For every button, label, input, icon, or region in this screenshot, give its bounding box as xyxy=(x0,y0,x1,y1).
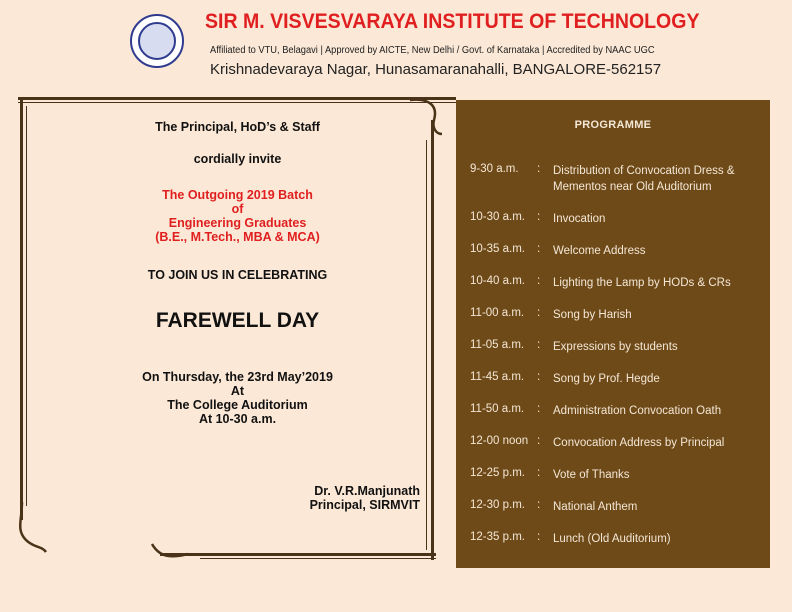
programme-time: 9-30 a.m. xyxy=(470,163,519,175)
invite-date-block xyxy=(100,370,375,426)
programme-time: 10-35 a.m. xyxy=(470,243,525,255)
signatory-name: Dr. V.R.Manjunath xyxy=(314,484,420,498)
programme-colon: : xyxy=(537,339,541,351)
programme-time: 10-30 a.m. xyxy=(470,211,525,223)
programme-item xyxy=(470,275,770,291)
programme-time: 10-40 a.m. xyxy=(470,275,525,287)
programme-time: 12-25 p.m. xyxy=(470,467,525,479)
programme-description: Song by Prof. Hegde xyxy=(553,373,660,385)
programme-item xyxy=(470,371,770,387)
frame-left-inner-border xyxy=(26,106,27,506)
programme-item xyxy=(470,211,770,227)
date-line-3: The College Auditorium xyxy=(167,398,308,412)
programme-time: 12-00 noon xyxy=(470,435,529,447)
invite-batch-block xyxy=(100,188,375,244)
programme-time: 11-45 a.m. xyxy=(470,371,525,383)
frame-right-inner-border xyxy=(426,140,427,550)
programme-description: National Anthem xyxy=(553,501,638,513)
frame-bottom-border xyxy=(160,553,436,556)
programme-item xyxy=(470,339,770,355)
institute-name: SIR M. VISVESVARAYA INSTITUTE OF TECHNOLOGY xyxy=(205,10,700,33)
programme-item xyxy=(470,499,770,515)
programme-item xyxy=(470,467,770,483)
programme-colon: : xyxy=(537,467,541,479)
invite-cordially: cordially invite xyxy=(193,152,282,166)
address-text: Krishnadevaraya Nagar, Hunasamaranahalli, BANGALORE-562157 xyxy=(210,61,662,78)
programme-colon: : xyxy=(537,275,541,287)
programme-item xyxy=(470,531,770,547)
programme-time: 12-30 p.m. xyxy=(470,499,525,511)
programme-description: Convocation Address by Principal xyxy=(553,437,725,449)
date-line-2: At xyxy=(230,384,245,398)
programme-colon: : xyxy=(537,531,541,543)
programme-time: 11-50 a.m. xyxy=(470,403,525,415)
institute-logo xyxy=(130,14,184,68)
programme-description: Lighting the Lamp by HODs & CRs xyxy=(553,277,731,289)
programme-colon: : xyxy=(537,163,541,175)
programme-panel xyxy=(456,100,770,568)
programme-colon: : xyxy=(537,243,541,255)
programme-time: 11-00 a.m. xyxy=(470,307,525,319)
programme-colon: : xyxy=(537,211,541,223)
frame-left-border xyxy=(20,100,23,520)
programme-item xyxy=(470,243,770,259)
invite-from: The Principal, HoD’s & Staff xyxy=(155,120,320,134)
batch-line-4: (B.E., M.Tech., MBA & MCA) xyxy=(155,230,320,244)
programme-description: Expressions by students xyxy=(553,341,678,353)
date-line-4: At 10-30 a.m. xyxy=(198,412,277,426)
programme-item xyxy=(470,163,770,193)
programme-description: Lunch (Old Auditorium) xyxy=(553,533,671,545)
programme-description: Administration Convocation Oath xyxy=(553,405,722,417)
affiliation-text: Affiliated to VTU, Belagavi | Approved by AICTE, New Delhi / Govt. of Karnataka | Accredited by NAAC UGC xyxy=(210,45,655,56)
programme-colon: : xyxy=(537,435,541,447)
programme-description: Song by Harish xyxy=(553,309,632,321)
logo-emblem xyxy=(138,22,176,60)
programme-description: Distribution of Convocation Dress & Mementos near Old Auditorium xyxy=(553,165,735,193)
frame-top-border xyxy=(18,97,456,109)
programme-description: Vote of Thanks xyxy=(553,469,630,481)
programme-title: PROGRAMME xyxy=(574,119,652,131)
programme-description: Welcome Address xyxy=(553,245,646,257)
signature-block xyxy=(280,484,420,512)
programme-item xyxy=(470,403,770,419)
signatory-title: Principal, SIRMVIT xyxy=(309,498,420,512)
programme-colon: : xyxy=(537,371,541,383)
programme-time: 11-05 a.m. xyxy=(470,339,525,351)
batch-line-2: of xyxy=(231,202,244,216)
programme-colon: : xyxy=(537,403,541,415)
programme-colon: : xyxy=(537,499,541,511)
event-title: FAREWELL DAY xyxy=(155,309,320,332)
header xyxy=(0,0,792,92)
programme-item xyxy=(470,307,770,323)
frame-bottom-inner-border xyxy=(200,558,436,559)
programme-item xyxy=(470,435,770,451)
invite-join: TO JOIN US IN CELEBRATING xyxy=(147,268,328,282)
programme-colon: : xyxy=(537,307,541,319)
programme-time: 12-35 p.m. xyxy=(470,531,525,543)
programme-description: Invocation xyxy=(553,213,606,225)
invitation-text-block xyxy=(100,110,420,550)
date-line-1: On Thursday, the 23rd May’2019 xyxy=(142,370,333,384)
batch-line-3: Engineering Graduates xyxy=(168,216,307,230)
frame-right-border xyxy=(431,120,434,560)
batch-line-1: The Outgoing 2019 Batch xyxy=(162,188,313,202)
top-right-swirl-ornament xyxy=(408,96,444,136)
bottom-left-swirl-ornament xyxy=(8,500,48,560)
